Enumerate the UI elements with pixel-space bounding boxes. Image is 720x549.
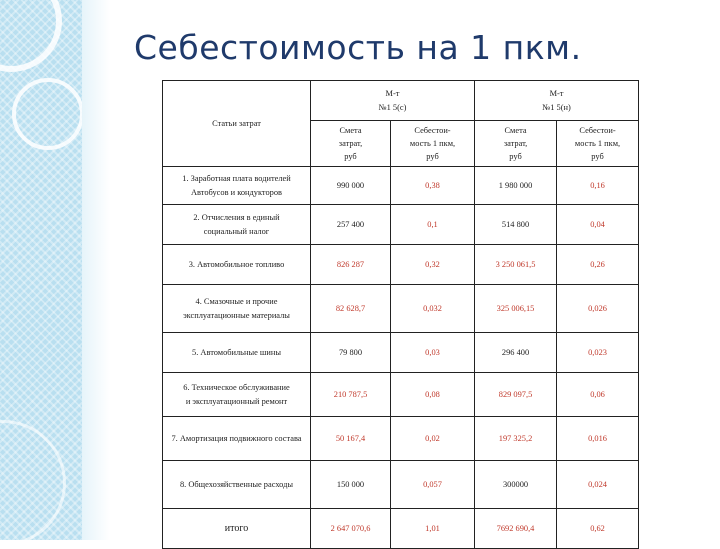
- cell-value: 0,32: [391, 245, 475, 285]
- cell-value: 325 006,15: [475, 285, 557, 333]
- cell-value: 82 628,7: [311, 285, 391, 333]
- cell-value: 0,16: [557, 167, 639, 205]
- cell-value: 0,032: [391, 285, 475, 333]
- table-row-total: [163, 509, 639, 549]
- cell-value: 0,08: [391, 373, 475, 417]
- slide-title: Себестоимость на 1 пкм.: [134, 28, 582, 67]
- cell-value: 0,023: [557, 333, 639, 373]
- table-row: [163, 205, 639, 245]
- decorative-ring: [0, 420, 66, 546]
- cell-value: 0,057: [391, 461, 475, 509]
- header-route-2: М-т №1 5(н): [475, 81, 639, 121]
- table-row: [163, 333, 639, 373]
- row-label: 3. Автомобильное топливо: [163, 245, 311, 285]
- table-row: [163, 461, 639, 509]
- table-row: [163, 167, 639, 205]
- cell-value: 0,02: [391, 417, 475, 461]
- row-label: 4. Смазочные и прочие эксплуатационные материалы: [163, 285, 311, 333]
- cell-value: 0,03: [391, 333, 475, 373]
- cell-value: 0,016: [557, 417, 639, 461]
- subheader-unit-cost: Себестои- мость 1 пкм, руб: [391, 121, 475, 167]
- cell-value: 0,04: [557, 205, 639, 245]
- cell-value: 826 287: [311, 245, 391, 285]
- cell-value: 0,06: [557, 373, 639, 417]
- table-row: [163, 245, 639, 285]
- cell-value: 79 800: [311, 333, 391, 373]
- cell-value: 990 000: [311, 167, 391, 205]
- cost-table: [162, 80, 639, 549]
- cell-value: 0,1: [391, 205, 475, 245]
- cell-value: 296 400: [475, 333, 557, 373]
- cell-value: 2 647 070,6: [311, 509, 391, 549]
- cell-value: 50 167,4: [311, 417, 391, 461]
- row-label: 8. Общехозяйственные расходы: [163, 461, 311, 509]
- header-cost-items: Статьи затрат: [163, 81, 311, 167]
- cell-value: 0,62: [557, 509, 639, 549]
- table-row: [163, 373, 639, 417]
- cell-value: 3 250 061,5: [475, 245, 557, 285]
- cell-value: 0,38: [391, 167, 475, 205]
- row-label: 6. Техническое обслуживание и эксплуатационный ремонт: [163, 373, 311, 417]
- cell-value: 514 800: [475, 205, 557, 245]
- cell-value: 1 980 000: [475, 167, 557, 205]
- row-label-total: итого: [163, 509, 311, 549]
- decorative-ring: [0, 0, 62, 72]
- cell-value: 1,01: [391, 509, 475, 549]
- cell-value: 300000: [475, 461, 557, 509]
- decorative-side-pattern: [0, 0, 82, 540]
- cell-value: 197 325,2: [475, 417, 557, 461]
- cell-value: 7692 690,4: [475, 509, 557, 549]
- cell-value: 0,26: [557, 245, 639, 285]
- cell-value: 0,024: [557, 461, 639, 509]
- row-label: 7. Амортизация подвижного состава: [163, 417, 311, 461]
- table-header-row: [163, 81, 639, 121]
- table-row: [163, 417, 639, 461]
- header-route-1: М-т №1 5(с): [311, 81, 475, 121]
- subheader-cost-estimate: Смета затрат, руб: [475, 121, 557, 167]
- subheader-unit-cost: Себестои- мость 1 пкм, руб: [557, 121, 639, 167]
- cell-value: 0,026: [557, 285, 639, 333]
- decorative-ring: [12, 78, 84, 150]
- cell-value: 257 400: [311, 205, 391, 245]
- subheader-cost-estimate: Смета затрат, руб: [311, 121, 391, 167]
- cell-value: 829 097,5: [475, 373, 557, 417]
- row-label: 1. Заработная плата водителей Автобусов и кондукторов: [163, 167, 311, 205]
- cell-value: 210 787,5: [311, 373, 391, 417]
- cell-value: 150 000: [311, 461, 391, 509]
- table-row: [163, 285, 639, 333]
- row-label: 5. Автомобильные шины: [163, 333, 311, 373]
- row-label: 2. Отчисления в единый социальный налог: [163, 205, 311, 245]
- decorative-fade: [82, 0, 110, 540]
